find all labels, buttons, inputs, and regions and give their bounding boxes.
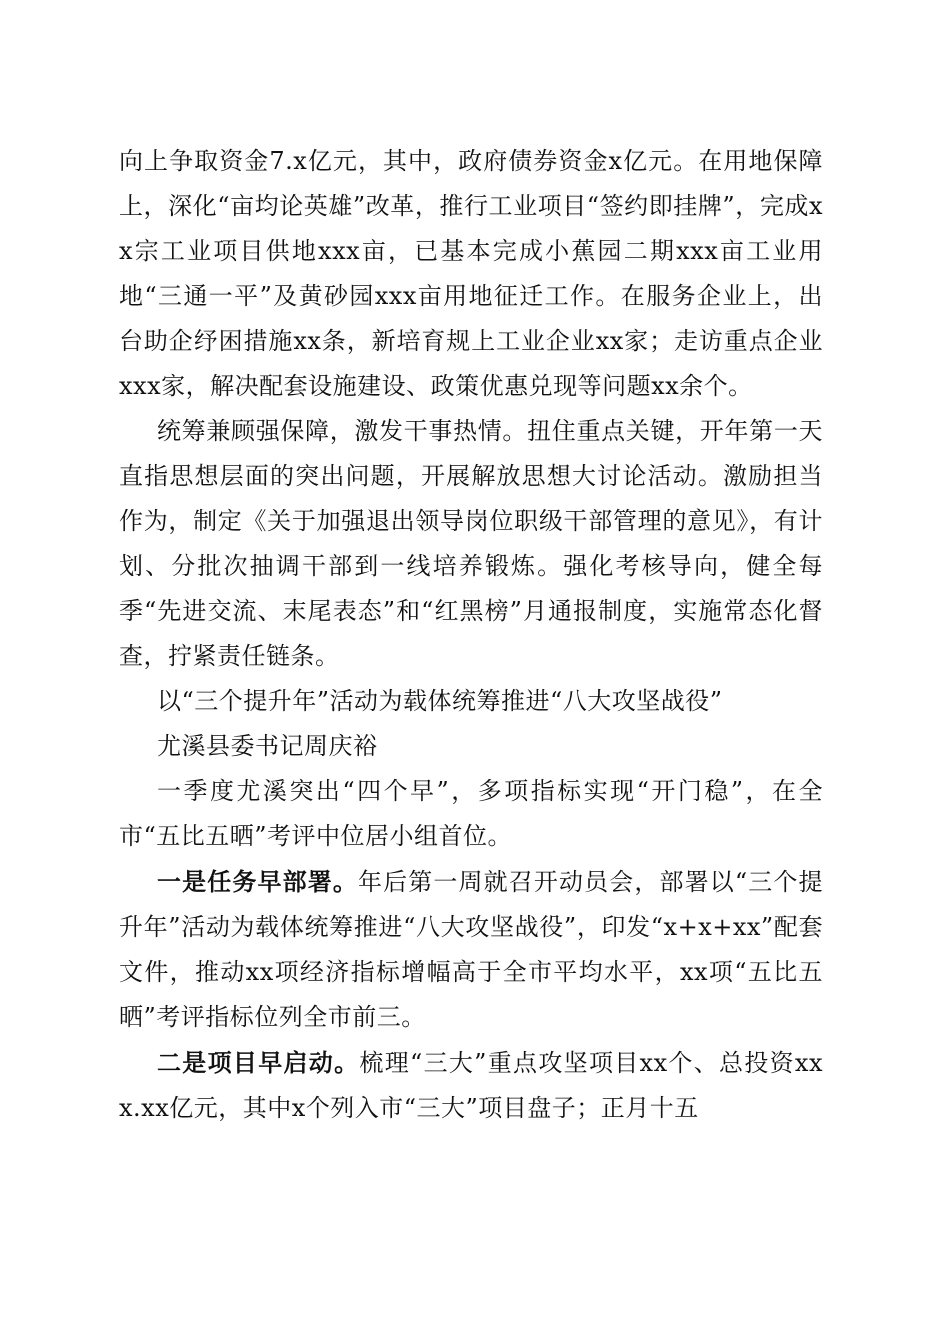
paragraph-text: 统筹兼顾强保障，激发干事热情。扭住重点关键，开年第一天直指思想层面的突出问题，开展解放思想大讨论活动。激励担当作为，制定《关于加强退出领导岗位职级干部管理的意见》，有计划、分批次抽调干部到一线培养锻炼。强化考核导向，健全每季“先进交流、末尾表态”和“红黑榜”月通报制度，实施常态化督查，拧紧责任链条。	[119, 417, 823, 670]
paragraph-project-launch	[119, 1040, 823, 1131]
paragraph-lead: 二是项目早启动。	[157, 1048, 360, 1077]
paragraph-task-deployment	[119, 859, 823, 1040]
paragraph-overall-support	[119, 409, 823, 679]
title-text: 以“三个提升年”活动为载体统筹推进“八大攻坚战役”	[157, 687, 723, 715]
paragraph-text: 向上争取资金7.x亿元，其中，政府债券资金x亿元。在用地保障上，深化“亩均论英雄”改革，推行工业项目“签约即挂牌”，完成xx宗工业项目供地xxx亩，已基本完成小蕉园二期xxx亩工业用地“三通一平”及黄砂园xxx亩用地征迁工作。在服务企业上，出台助企纾困措施xx条，新培育规上工业企业xx家；走访重点企业xxx家，解决配套设施建设、政策优惠兑现等问题xx余个。	[119, 147, 823, 400]
paragraph-text: 年后第一周就召开动员会，部署以“三个提升年”活动为载体统筹推进“八大攻坚战役”，印发“x+x+xx”配套文件，推动xx项经济指标增幅高于全市平均水平，xx项“五比五晒”考评指标位列全市前三。	[119, 868, 823, 1031]
paragraph-text: 一季度尤溪突出“四个早”，多项指标实现“开门稳”，在全市“五比五晒”考评中位居小组首位。	[119, 777, 823, 850]
paragraph-summary	[119, 769, 823, 859]
paragraph-lead: 一是任务早部署。	[157, 867, 358, 896]
article-author	[119, 724, 823, 769]
document-body	[119, 139, 823, 1131]
author-text: 尤溪县委书记周庆裕	[157, 732, 378, 760]
article-title	[119, 679, 823, 724]
paragraph-funding-land-service	[119, 139, 823, 409]
paragraph-text: 梳理“三大”重点攻坚项目xx个、总投资xxx.xx亿元，其中x个列入市“三大”项目盘子；正月十五	[119, 1049, 823, 1122]
